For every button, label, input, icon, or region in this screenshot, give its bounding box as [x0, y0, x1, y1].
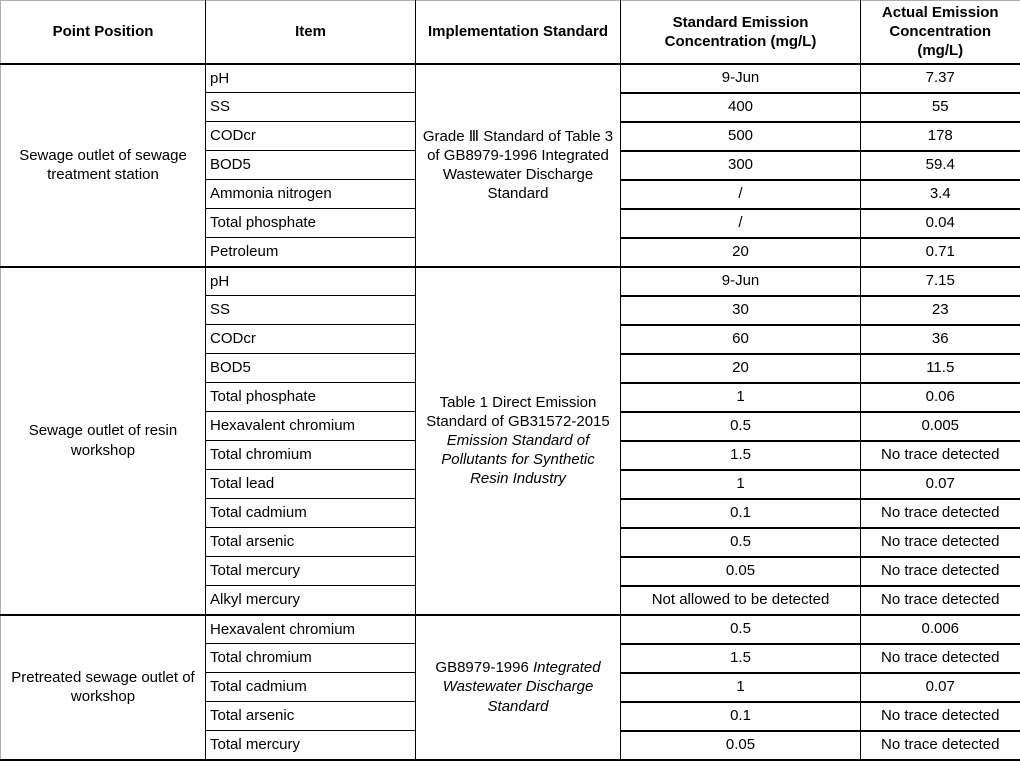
actual-value-cell: 0.07	[861, 673, 1020, 702]
item-cell: BOD5	[206, 151, 416, 180]
item-cell: Total chromium	[206, 644, 416, 673]
item-cell: BOD5	[206, 354, 416, 383]
actual-value-cell: 55	[861, 93, 1020, 122]
item-cell: SS	[206, 296, 416, 325]
item-cell: Total cadmium	[206, 499, 416, 528]
actual-value-cell: No trace detected	[861, 702, 1020, 731]
actual-value-cell: 36	[861, 325, 1020, 354]
standard-value-cell: 400	[621, 93, 861, 122]
actual-value-cell: 0.06	[861, 383, 1020, 412]
standard-value-cell: 0.1	[621, 499, 861, 528]
standard-value-cell: 1	[621, 673, 861, 702]
position-cell: Sewage outlet of sewage treatment station	[1, 64, 206, 267]
item-cell: pH	[206, 64, 416, 93]
actual-value-cell: 0.006	[861, 615, 1020, 644]
actual-value-cell: 7.37	[861, 64, 1020, 93]
standard-text: Table 1 Direct Emission Standard of GB31572-2015	[426, 394, 609, 430]
actual-value-cell: No trace detected	[861, 528, 1020, 557]
standard-value-cell: 1	[621, 470, 861, 499]
standard-value-cell: 1.5	[621, 644, 861, 673]
actual-value-cell: No trace detected	[861, 441, 1020, 470]
item-cell: Total chromium	[206, 441, 416, 470]
standard-value-cell: 0.1	[621, 702, 861, 731]
standard-value-cell: Not allowed to be detected	[621, 586, 861, 615]
table-row	[1, 64, 1020, 93]
position-cell: Sewage outlet of resin workshop	[1, 267, 206, 615]
actual-value-cell: 59.4	[861, 151, 1020, 180]
actual-value-cell: 3.4	[861, 180, 1020, 209]
standard-value-cell: 20	[621, 238, 861, 267]
item-cell: CODcr	[206, 325, 416, 354]
standard-cell	[416, 615, 621, 760]
standard-value-cell: /	[621, 180, 861, 209]
actual-value-cell: 23	[861, 296, 1020, 325]
item-cell: Petroleum	[206, 238, 416, 267]
header-item: Item	[206, 1, 416, 64]
actual-value-cell: No trace detected	[861, 644, 1020, 673]
standard-text-italic: Integrated Wastewater Discharge Standard	[443, 659, 601, 714]
standard-text-italic: Emission Standard of Pollutants for Synthetic Resin Industry	[441, 432, 594, 487]
actual-value-cell: 0.07	[861, 470, 1020, 499]
header-row	[1, 1, 1020, 64]
actual-value-cell: 0.005	[861, 412, 1020, 441]
standard-value-cell: 60	[621, 325, 861, 354]
standard-value-cell: 0.05	[621, 731, 861, 760]
actual-value-cell: 178	[861, 122, 1020, 151]
header-point-position: Point Position	[1, 1, 206, 64]
standard-value-cell: 30	[621, 296, 861, 325]
item-cell: Total mercury	[206, 731, 416, 760]
item-cell: Total arsenic	[206, 528, 416, 557]
header-implementation-standard: Implementation Standard	[416, 1, 621, 64]
actual-value-cell: 7.15	[861, 267, 1020, 296]
standard-cell	[416, 64, 621, 267]
item-cell: Total phosphate	[206, 383, 416, 412]
item-cell: pH	[206, 267, 416, 296]
item-cell: SS	[206, 93, 416, 122]
header-actual-emission-concentration: Actual Emission Concentration (mg/L)	[861, 1, 1020, 64]
standard-cell	[416, 267, 621, 615]
standard-value-cell: 0.5	[621, 615, 861, 644]
position-cell: Pretreated sewage outlet of workshop	[1, 615, 206, 760]
item-cell: Alkyl mercury	[206, 586, 416, 615]
item-cell: Total lead	[206, 470, 416, 499]
header-standard-emission-concentration: Standard Emission Concentration (mg/L)	[621, 1, 861, 64]
item-cell: Total arsenic	[206, 702, 416, 731]
standard-value-cell: 9-Jun	[621, 64, 861, 93]
standard-value-cell: 0.5	[621, 528, 861, 557]
standard-value-cell: 0.05	[621, 557, 861, 586]
standard-value-cell: /	[621, 209, 861, 238]
actual-value-cell: No trace detected	[861, 731, 1020, 760]
item-cell: Hexavalent chromium	[206, 412, 416, 441]
table-row	[1, 267, 1020, 296]
item-cell: CODcr	[206, 122, 416, 151]
standard-value-cell: 0.5	[621, 412, 861, 441]
actual-value-cell: 0.71	[861, 238, 1020, 267]
actual-value-cell: No trace detected	[861, 557, 1020, 586]
actual-value-cell: No trace detected	[861, 499, 1020, 528]
standard-value-cell: 9-Jun	[621, 267, 861, 296]
standard-text: GB8979-1996	[435, 659, 528, 676]
actual-value-cell: 0.04	[861, 209, 1020, 238]
item-cell: Ammonia nitrogen	[206, 180, 416, 209]
standard-value-cell: 1	[621, 383, 861, 412]
item-cell: Total phosphate	[206, 209, 416, 238]
actual-value-cell: No trace detected	[861, 586, 1020, 615]
actual-value-cell: 11.5	[861, 354, 1020, 383]
standard-text: Grade Ⅲ Standard of Table 3 of GB8979-1996 Integrated Wastewater Discharge Standard	[423, 128, 613, 203]
table-row	[1, 615, 1020, 644]
standard-value-cell: 500	[621, 122, 861, 151]
item-cell: Total mercury	[206, 557, 416, 586]
item-cell: Hexavalent chromium	[206, 615, 416, 644]
item-cell: Total cadmium	[206, 673, 416, 702]
standard-value-cell: 20	[621, 354, 861, 383]
standard-value-cell: 1.5	[621, 441, 861, 470]
standard-value-cell: 300	[621, 151, 861, 180]
